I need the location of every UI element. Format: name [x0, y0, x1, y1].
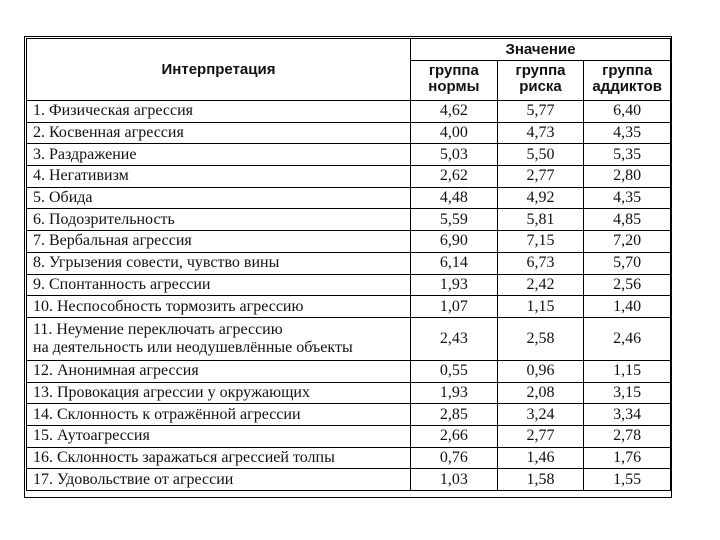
value-addicts: 7,20 — [584, 231, 671, 253]
value-addicts: 3,15 — [584, 382, 671, 404]
value-addicts: 1,76 — [584, 447, 671, 469]
value-addicts: 6,40 — [584, 101, 671, 123]
value-addicts: 2,78 — [584, 425, 671, 447]
value-risk: 2,58 — [497, 317, 584, 360]
header-group-addicts — [584, 61, 671, 101]
value-risk: 1,15 — [497, 296, 584, 318]
value-addicts: 2,56 — [584, 274, 671, 296]
row-label: 3. Раздражение — [27, 144, 411, 166]
table-row — [27, 447, 671, 469]
value-addicts: 4,35 — [584, 122, 671, 144]
value-norm: 1,93 — [411, 382, 498, 404]
value-norm: 0,76 — [411, 447, 498, 469]
row-label: 14. Склонность к отражённой агрессии — [27, 404, 411, 426]
row-label: 15. Аутоагрессия — [27, 425, 411, 447]
value-risk: 6,73 — [497, 252, 584, 274]
row-label-line1: 11. Неумение переключать агрессию — [33, 320, 283, 338]
header-interpretation: Интерпретация — [27, 39, 411, 101]
value-norm: 1,03 — [411, 469, 498, 491]
value-addicts: 3,34 — [584, 404, 671, 426]
value-addicts: 5,70 — [584, 252, 671, 274]
table-row — [27, 404, 671, 426]
value-addicts: 4,35 — [584, 187, 671, 209]
row-label: 1. Физическая агрессия — [27, 101, 411, 123]
value-addicts: 2,46 — [584, 317, 671, 360]
value-addicts: 4,85 — [584, 209, 671, 231]
value-risk: 5,81 — [497, 209, 584, 231]
table-row — [27, 274, 671, 296]
row-label: 16. Склонность заражаться агрессией толпы — [27, 447, 411, 469]
row-label: 12. Анонимная агрессия — [27, 360, 411, 382]
value-risk: 2,08 — [497, 382, 584, 404]
table-row — [27, 317, 671, 360]
row-label: 2. Косвенная агрессия — [27, 122, 411, 144]
value-addicts: 1,55 — [584, 469, 671, 491]
table-row — [27, 122, 671, 144]
value-norm: 2,66 — [411, 425, 498, 447]
value-norm: 1,07 — [411, 296, 498, 318]
header-group-risk — [497, 61, 584, 101]
value-norm: 5,59 — [411, 209, 498, 231]
value-risk: 7,15 — [497, 231, 584, 253]
value-risk: 4,73 — [497, 122, 584, 144]
value-norm: 2,85 — [411, 404, 498, 426]
value-norm: 4,00 — [411, 122, 498, 144]
value-norm: 4,62 — [411, 101, 498, 123]
value-risk: 4,92 — [497, 187, 584, 209]
table-row — [27, 101, 671, 123]
header-value: Значение — [411, 39, 671, 61]
table-row — [27, 209, 671, 231]
value-norm: 0,55 — [411, 360, 498, 382]
value-risk: 2,42 — [497, 274, 584, 296]
value-addicts: 2,80 — [584, 166, 671, 188]
value-risk: 1,58 — [497, 469, 584, 491]
row-label: 9. Спонтанность агрессии — [27, 274, 411, 296]
value-norm: 1,93 — [411, 274, 498, 296]
row-label: 5. Обида — [27, 187, 411, 209]
header-group-line1: группа — [428, 62, 479, 79]
table-row — [27, 252, 671, 274]
table-row — [27, 296, 671, 318]
value-risk: 0,96 — [497, 360, 584, 382]
table-row — [27, 469, 671, 491]
table-row — [27, 166, 671, 188]
value-norm: 6,90 — [411, 231, 498, 253]
header-group-norm — [411, 61, 498, 101]
row-label: 10. Неспособность тормозить агрессию — [27, 296, 411, 318]
value-addicts: 1,40 — [584, 296, 671, 318]
row-label: 4. Негативизм — [27, 166, 411, 188]
table-row — [27, 231, 671, 253]
table-row — [27, 425, 671, 447]
value-norm: 2,62 — [411, 166, 498, 188]
value-risk: 3,24 — [497, 404, 584, 426]
row-label: 6. Подозрительность — [27, 209, 411, 231]
row-label-line2: на деятельность или неодушевлённые объекты — [33, 338, 353, 356]
value-norm: 6,14 — [411, 252, 498, 274]
row-label — [27, 317, 411, 360]
row-label: 7. Вербальная агрессия — [27, 231, 411, 253]
table-row — [27, 360, 671, 382]
header-group-line2: риска — [519, 78, 562, 95]
value-risk: 2,77 — [497, 166, 584, 188]
value-risk: 2,77 — [497, 425, 584, 447]
value-addicts: 1,15 — [584, 360, 671, 382]
header-group-line2: аддиктов — [592, 78, 662, 95]
table-row — [27, 187, 671, 209]
table-row — [27, 382, 671, 404]
header-group-line2: нормы — [428, 78, 480, 95]
row-label: 8. Угрызения совести, чувство вины — [27, 252, 411, 274]
value-norm: 2,43 — [411, 317, 498, 360]
value-norm: 4,48 — [411, 187, 498, 209]
value-norm: 5,03 — [411, 144, 498, 166]
table-row — [27, 144, 671, 166]
value-addicts: 5,35 — [584, 144, 671, 166]
value-risk: 1,46 — [497, 447, 584, 469]
value-risk: 5,50 — [497, 144, 584, 166]
header-group-line1: группа — [602, 62, 653, 79]
row-label: 13. Провокация агрессии у окружающих — [27, 382, 411, 404]
header-group-line1: группа — [515, 62, 566, 79]
value-risk: 5,77 — [497, 101, 584, 123]
data-table — [26, 38, 671, 491]
row-label: 17. Удовольствие от агрессии — [27, 469, 411, 491]
